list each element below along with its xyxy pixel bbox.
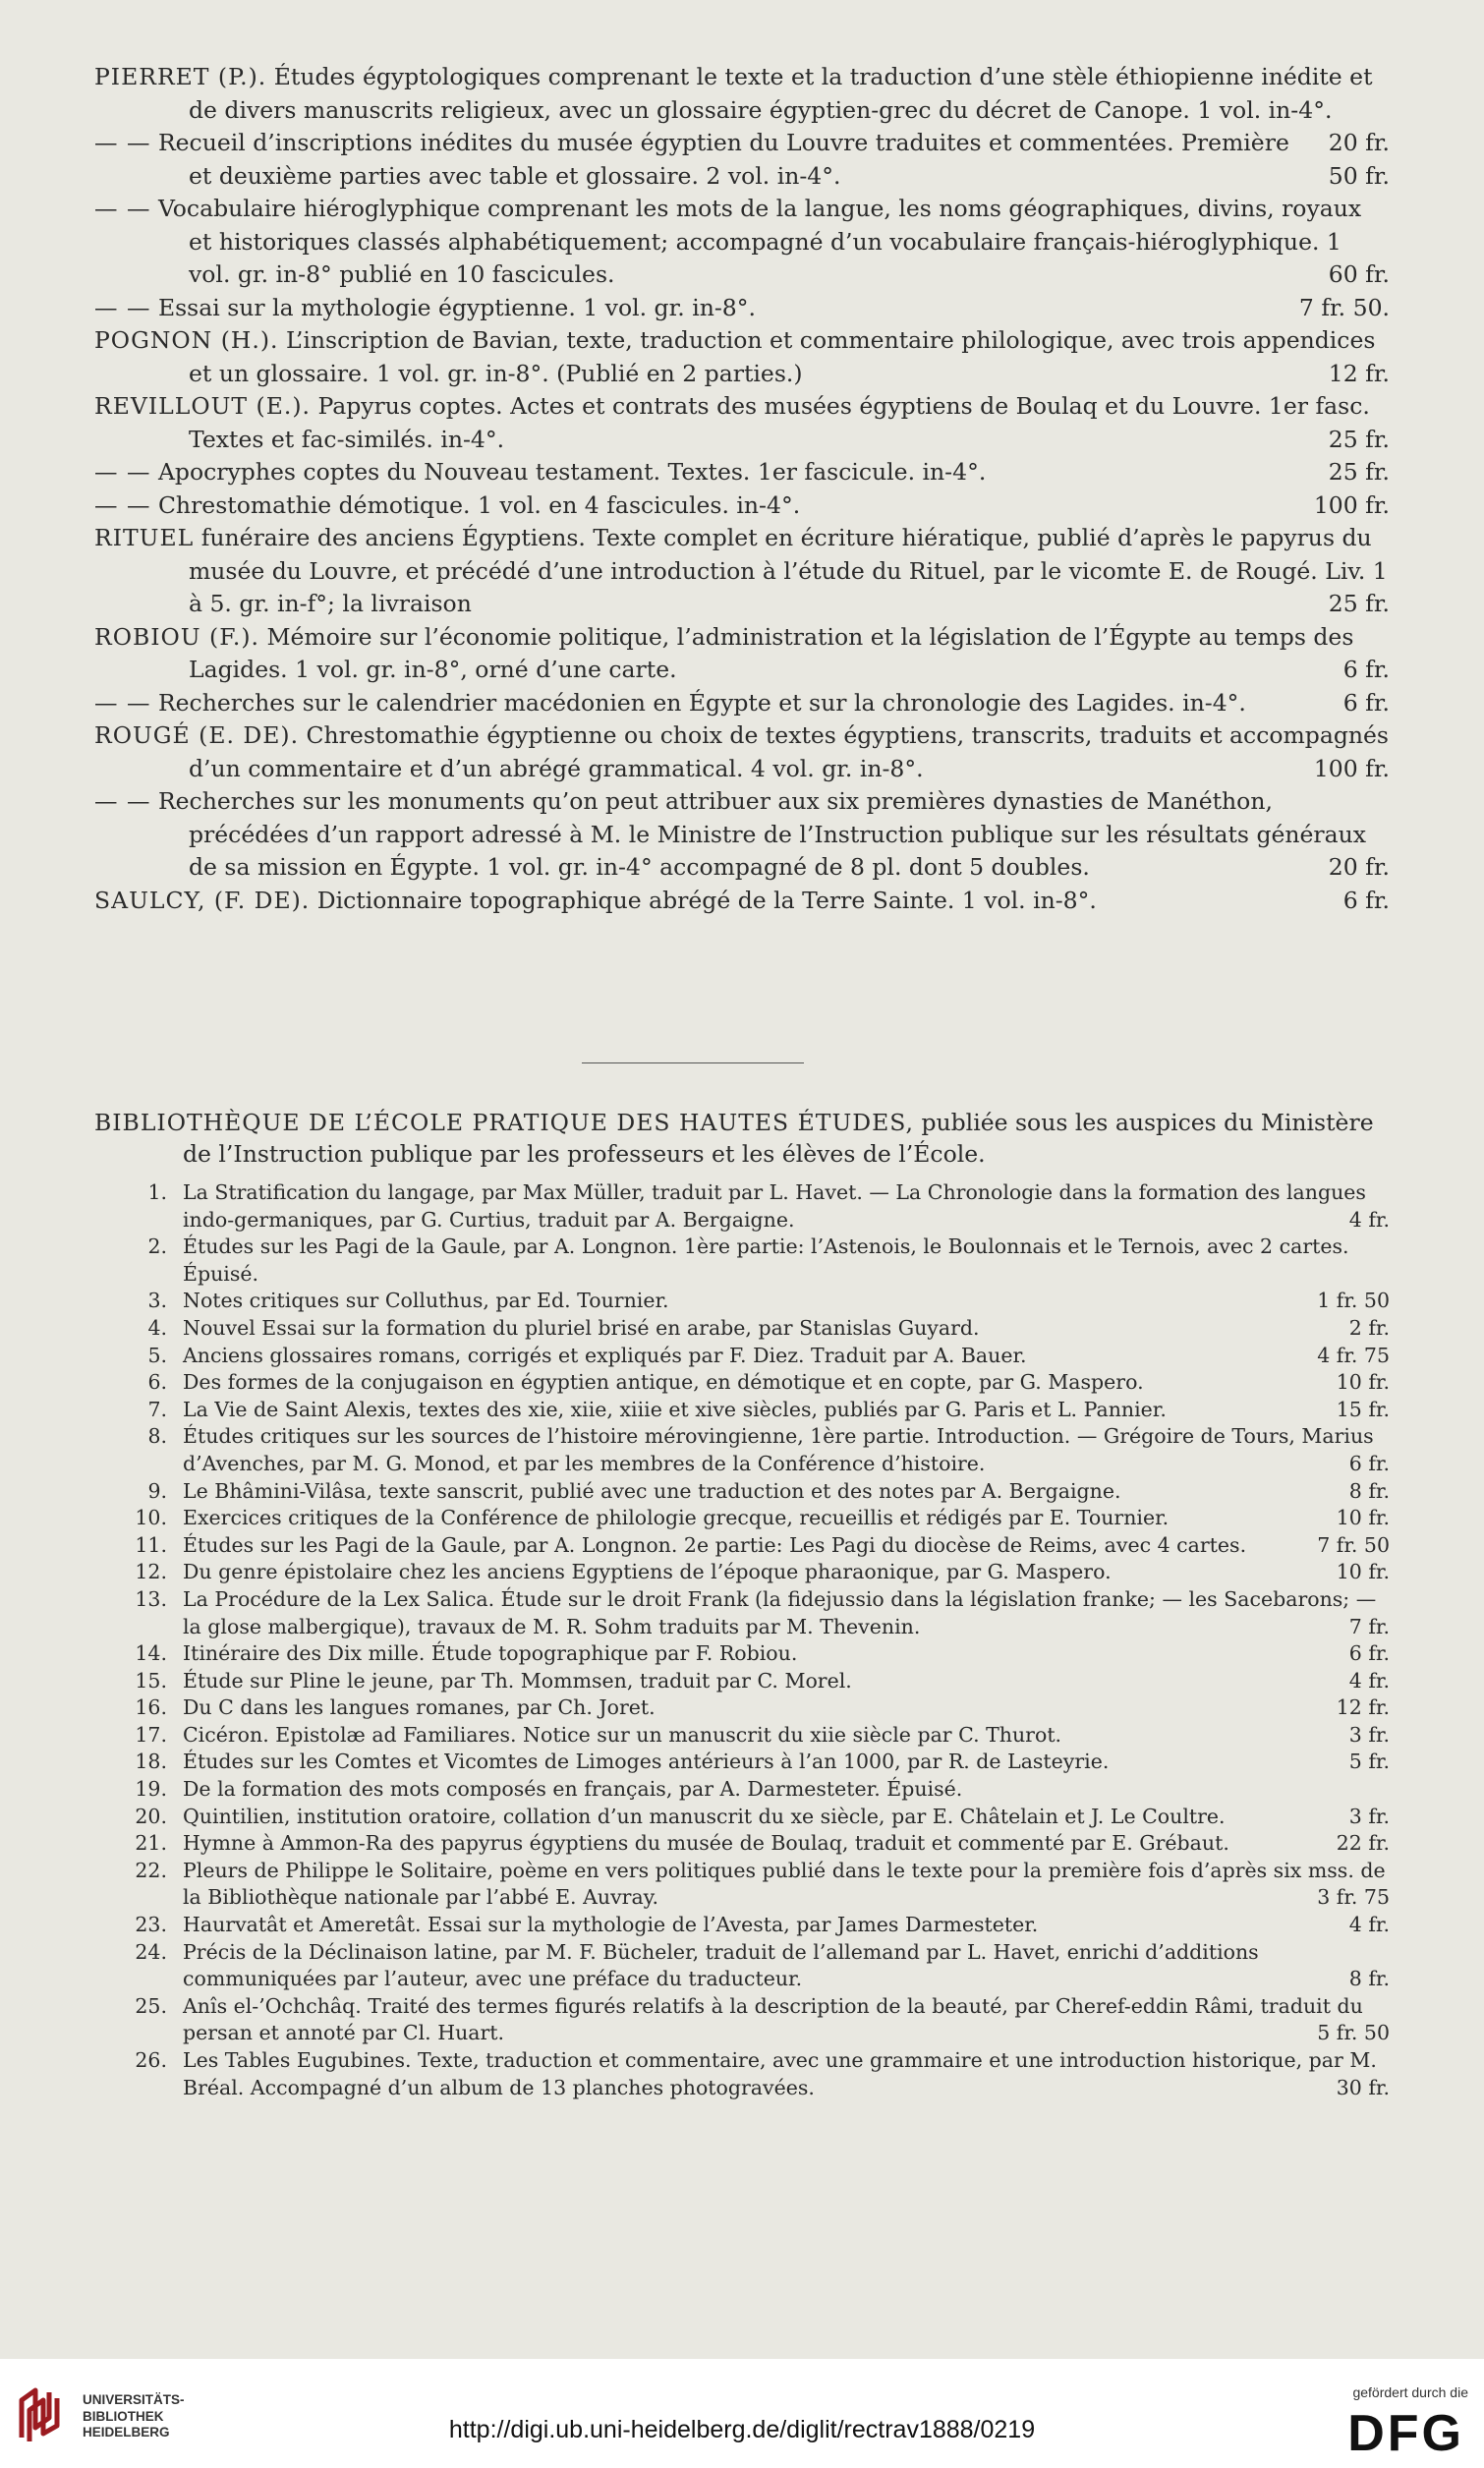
series-item — [94, 1939, 1390, 1993]
item-number: 14. — [135, 1641, 167, 1666]
item-number: 17. — [135, 1722, 167, 1747]
entry-price: 6 fr. — [1342, 886, 1390, 914]
item-number: 11. — [135, 1532, 167, 1557]
item-price: 4 fr. — [1348, 1913, 1390, 1937]
item-number: 12. — [135, 1560, 167, 1584]
catalog-entry — [94, 193, 1390, 292]
series-item — [94, 1586, 1390, 1640]
item-number: 3. — [147, 1289, 167, 1313]
bibliotheque-heading — [94, 1107, 1390, 1170]
series-item — [94, 1288, 1390, 1315]
entry-price: 60 fr. — [1328, 260, 1390, 288]
series-item — [94, 1397, 1390, 1424]
item-number: 20. — [135, 1804, 167, 1828]
item-price: 12 fr. — [1336, 1695, 1390, 1720]
item-text: Hymne à Ammon-Ra des papyrus égyptiens du musée de Boulaq, traduit et commenté par E. Grébaut. — [183, 1831, 1229, 1856]
entry-price: 25 fr. — [1328, 590, 1390, 617]
entry-text: Mémoire sur l’économie politique, l’administration et la législation de l’Égypte au temps des Lagides. 1 vol. gr. in-8°, orné d’une carte. — [189, 622, 1354, 683]
entry-price: 100 fr. — [1313, 754, 1390, 782]
series-item — [94, 1179, 1390, 1234]
item-text: Études sur les Pagi de la Gaule, par A. Longnon. 1ère partie: l’Astenois, le Boulonnais et le Ternois, avec 2 cartes. Épuisé. — [183, 1234, 1349, 1286]
permalink-url[interactable]: http://digi.ub.uni-heidelberg.de/diglit/rectrav1888/0219 — [448, 2416, 1036, 2443]
series-item — [94, 1993, 1390, 2047]
bibliotheque-subtitle: publiée sous les auspices du Ministère de l’Instruction publique par les professeurs et les élèves de l’École. — [183, 1109, 1374, 1168]
item-price: 4 fr. 75 — [1317, 1343, 1390, 1367]
item-price: 7 fr. 50 — [1317, 1532, 1390, 1557]
item-text: Les Tables Eugubines. Texte, traduction et commentaire, avec une grammaire et une introduction historique, par M. Bréal. Accompagné d’un album de 13 planches photogravées. — [183, 2048, 1377, 2099]
item-text: Études critiques sur les sources de l’histoire mérovingienne, 1ère partie. Introduction. — Grégoire de Tours, Marius d’Avenches, par M. G. Monod, et par les membres de la Conférence d’histoire. — [183, 1424, 1374, 1475]
item-number: 25. — [135, 1993, 167, 2018]
item-text: Le Bhâmini-Vilâsa, texte sanscrit, publié avec une traduction et des notes par A. Bergaigne. — [183, 1478, 1121, 1503]
item-price: 6 fr. — [1348, 1641, 1390, 1666]
item-number: 1. — [147, 1180, 167, 1204]
item-number: 19. — [135, 1777, 167, 1802]
entry-author: — — — [94, 688, 151, 717]
item-number: 26. — [135, 2048, 167, 2072]
entry-text: Vocabulaire hiéroglyphique comprenant les mots de la langue, les noms géographiques, divins, royaux et historiques classés alphabétiquement; accompagné d’un vocabulaire français-hiéroglyphique. 1 vol. gr. in-8° publié en 10 fascicules. — [150, 195, 1362, 288]
section-divider — [582, 1062, 804, 1063]
item-number: 24. — [135, 1939, 167, 1964]
funded-by-label: gefördert durch die — [1352, 2384, 1468, 2400]
item-text: Nouvel Essai sur la formation du pluriel brisé en arabe, par Stanislas Guyard. — [183, 1315, 980, 1340]
bibliotheque-title: BIBLIOTHÈQUE DE L’ÉCOLE PRATIQUE DES HAUTES ÉTUDES, — [94, 1109, 914, 1136]
entry-text: Recherches sur les monuments qu’on peut attribuer aux six premières dynasties de Manéthon, précédées d’un rapport adressé à M. le Ministre de l’Instruction publique sur les résultats généraux de sa mission en Égypte. 1 vol. gr. in-4° accompagné de 8 pl. dont 5 doubles. — [150, 787, 1367, 881]
series-item — [94, 1315, 1390, 1343]
series-item — [94, 1722, 1390, 1750]
catalog-entry — [94, 719, 1390, 785]
entry-text: Apocryphes coptes du Nouveau testament. Textes. 1er fascicule. in-4°. — [150, 458, 987, 486]
entry-author: — — — [94, 293, 151, 321]
library-line: BIBLIOTHEK — [83, 2408, 164, 2424]
item-number: 15. — [135, 1668, 167, 1693]
item-price: 3 fr. — [1348, 1722, 1390, 1747]
series-item — [94, 1749, 1390, 1776]
item-price: 10 fr. — [1336, 1370, 1390, 1395]
series-item — [94, 1668, 1390, 1695]
entry-author: — — — [94, 458, 151, 486]
catalog-entry — [94, 489, 1390, 523]
series-item — [94, 2047, 1390, 2101]
footer-bar — [0, 2359, 1484, 2468]
item-text: Des formes de la conjugaison en égyptien antique, en démotique et en copte, par G. Maspero. — [183, 1370, 1144, 1395]
entry-text: Chrestomathie démotique. 1 vol. en 4 fascicules. in-4°. — [150, 490, 801, 519]
item-number: 4. — [147, 1315, 167, 1340]
catalog-entry — [94, 324, 1390, 390]
entry-author: ROUGÉ (E. DE). — [94, 721, 300, 749]
item-price: 10 fr. — [1336, 1506, 1390, 1530]
catalog-entry — [94, 621, 1390, 687]
entry-text: funéraire des anciens Égyptiens. Texte complet en écriture hiératique, publié d’après le papyrus du musée du Louvre, et précédé d’une introduction à l’étude du Rituel, par le vicomte E. de Rougé. Liv. 1 à 5. gr. in-f°; la livraison — [189, 524, 1388, 617]
item-price: 4 fr. — [1348, 1668, 1390, 1693]
catalog-entry — [94, 885, 1390, 918]
item-text: Études sur les Pagi de la Gaule, par A. Longnon. 2e partie: Les Pagi du diocèse de Reims, avec 4 cartes. — [183, 1532, 1247, 1557]
entry-text: Papyrus coptes. Actes et contrats des musées égyptiens de Boulaq et du Louvre. 1er fasc. Textes et fac-similés. in-4°. — [189, 392, 1370, 453]
series-item — [94, 1369, 1390, 1397]
series-item — [94, 1776, 1390, 1804]
item-price: 4 fr. — [1348, 1207, 1390, 1232]
series-item — [94, 1343, 1390, 1370]
dfg-logo: DFG — [1347, 2405, 1464, 2462]
series-item — [94, 1234, 1390, 1288]
item-text: Pleurs de Philippe le Solitaire, poème en vers politiques publié dans le texte pour la première fois d’après six mss. de la Bibliothèque nationale par l’abbé E. Auvray. — [183, 1858, 1386, 1910]
series-item — [94, 1505, 1390, 1532]
entry-author: POGNON (H.). — [94, 326, 279, 354]
item-text: Cicéron. Epistolæ ad Familiares. Notice sur un manuscrit du xiie siècle par C. Thurot. — [183, 1722, 1062, 1747]
item-text: La Procédure de la Lex Salica. Étude sur le droit Frank (la fidejussio dans la législation franke; — les Sacebarons; — la glose malbergique), travaux de M. R. Sohm traduits par M. Thevenin. — [183, 1586, 1377, 1638]
entry-price: 6 fr. — [1342, 688, 1390, 717]
item-price: 3 fr. — [1348, 1804, 1390, 1828]
item-price: 6 fr. — [1348, 1451, 1390, 1475]
catalog-entry — [94, 785, 1390, 885]
item-text: Notes critiques sur Colluthus, par Ed. Tournier. — [183, 1289, 669, 1313]
series-item — [94, 1694, 1390, 1722]
item-text: Quintilien, institution oratoire, collation d’un manuscrit du xe siècle, par E. Châtelain et J. Le Coultre. — [183, 1804, 1226, 1828]
entry-price: 25 fr. — [1328, 458, 1390, 486]
item-price: 1 fr. 50 — [1317, 1289, 1390, 1313]
item-price: 5 fr. 50 — [1317, 2021, 1390, 2045]
item-number: 21. — [135, 1831, 167, 1856]
series-item — [94, 1830, 1390, 1858]
item-price: 30 fr. — [1336, 2075, 1390, 2099]
item-text: Du C dans les langues romanes, par Ch. Joret. — [183, 1695, 656, 1720]
series-item — [94, 1532, 1390, 1560]
item-text: Anîs el-’Ochchâq. Traité des termes figurés relatifs à la description de la beauté, par Cheref-eddin Râmi, traduit du persan et annoté par Cl. Huart. — [183, 1993, 1363, 2045]
series-list — [94, 1179, 1390, 2101]
item-text: Itinéraire des Dix mille. Étude topographique par F. Robiou. — [183, 1641, 798, 1666]
item-price: 8 fr. — [1348, 1478, 1390, 1503]
entry-text: Recueil d’inscriptions inédites du musée égyptien du Louvre traduites et commentées. Première et deuxième parties avec table et glossaire. 2 vol. in-4°. — [150, 129, 1289, 190]
entry-author: RITUEL — [94, 524, 195, 551]
catalog-entry — [94, 522, 1390, 621]
catalog-entry — [94, 390, 1390, 456]
entry-price: 50 fr. — [1328, 161, 1390, 190]
item-price: 2 fr. — [1348, 1315, 1390, 1340]
item-price: 5 fr. — [1348, 1750, 1390, 1774]
item-text: La Stratification du langage, par Max Müller, traduit par L. Havet. — La Chronologie dans la formation des langues indo-germaniques, par G. Curtius, traduit par A. Bergaigne. — [183, 1180, 1366, 1232]
entry-author: — — — [94, 195, 151, 222]
item-text: Précis de la Déclinaison latine, par M. F. Bücheler, traduit de l’allemand par L. Havet, enrichi d’additions communiquées par l’auteur, avec une préface du traducteur. — [183, 1939, 1259, 1991]
catalog-entry — [94, 61, 1390, 156]
item-price: 8 fr. — [1348, 1967, 1390, 1991]
item-text: Anciens glossaires romans, corrigés et expliqués par F. Diez. Traduit par A. Bauer. — [183, 1343, 1027, 1367]
entry-author: SAULCY, (F. DE). — [94, 886, 311, 914]
item-price: 22 fr. — [1336, 1831, 1390, 1856]
series-item — [94, 1640, 1390, 1668]
entry-text: Recherches sur le calendrier macédonien en Égypte et sur la chronologie des Lagides. in-4°. — [150, 688, 1246, 717]
item-price: 10 fr. — [1336, 1560, 1390, 1584]
item-number: 8. — [147, 1424, 167, 1449]
item-text: Études sur les Comtes et Vicomtes de Limoges antérieurs à l’an 1000, par R. de Lasteyrie. — [183, 1750, 1110, 1774]
item-price: 3 fr. 75 — [1317, 1885, 1390, 1910]
item-number: 13. — [135, 1586, 167, 1611]
entry-author: PIERRET (P.). — [94, 63, 267, 90]
item-text: Haurvatât et Ameretât. Essai sur la mythologie de l’Avesta, par James Darmesteter. — [183, 1913, 1039, 1937]
item-number: 22. — [135, 1858, 167, 1882]
item-text: Étude sur Pline le jeune, par Th. Mommsen, traduit par C. Morel. — [183, 1668, 852, 1693]
entry-text: Dictionnaire topographique abrégé de la Terre Sainte. 1 vol. in-8°. — [310, 886, 1097, 914]
entry-price: 20 fr. — [1328, 853, 1390, 881]
item-number: 2. — [147, 1234, 167, 1259]
entry-price: 20 fr. — [1328, 129, 1390, 156]
item-number: 18. — [135, 1750, 167, 1774]
catalog-entry — [94, 687, 1390, 720]
entry-author: — — — [94, 129, 151, 156]
entry-author: — — — [94, 787, 151, 815]
item-number: 5. — [147, 1343, 167, 1367]
entry-text: L’inscription de Bavian, texte, traduction et commentaire philologique, avec trois appendices et un glossaire. 1 vol. gr. in-8°. (Publié en 2 parties.) — [189, 326, 1376, 387]
series-item — [94, 1858, 1390, 1912]
series-item — [94, 1912, 1390, 1939]
catalog-entry — [94, 127, 1390, 193]
item-number: 16. — [135, 1695, 167, 1720]
item-number: 23. — [135, 1913, 167, 1937]
item-number: 7. — [147, 1397, 167, 1421]
entry-price: 12 fr. — [1328, 359, 1390, 387]
item-number: 6. — [147, 1370, 167, 1395]
catalog-list — [94, 61, 1390, 917]
entry-author: REVILLOUT (E.). — [94, 392, 311, 420]
series-item — [94, 1478, 1390, 1506]
entry-price: 6 fr. — [1342, 656, 1390, 683]
item-number: 10. — [135, 1506, 167, 1530]
item-text: De la formation des mots composés en français, par A. Darmesteter. Épuisé. — [183, 1777, 963, 1802]
item-text: Du genre épistolaire chez les anciens Egyptiens de l’époque pharaonique, par G. Maspero. — [183, 1560, 1112, 1584]
entry-text: Essai sur la mythologie égyptienne. 1 vol. gr. in-8°. — [150, 293, 756, 321]
item-number: 9. — [147, 1478, 167, 1503]
series-item — [94, 1804, 1390, 1831]
entry-price: 100 fr. — [1313, 490, 1390, 519]
entry-price: 7 fr. 50. — [1298, 293, 1390, 321]
entry-text: Chrestomathie égyptienne ou choix de textes égyptiens, transcrits, traduits et accompagnés d’un commentaire et d’un abrégé grammatical. 4 vol. gr. in-8°. — [189, 721, 1389, 782]
series-item — [94, 1559, 1390, 1586]
item-text: Exercices critiques de la Conférence de philologie grecque, recueillis et rédigés par E. Tournier. — [183, 1506, 1170, 1530]
item-price: 7 fr. — [1348, 1614, 1390, 1638]
library-line: UNIVERSITÄTS- — [83, 2392, 185, 2407]
item-text: La Vie de Saint Alexis, textes des xie, xiie, xiiie et xive siècles, publiés par G. Paris et L. Pannier. — [183, 1397, 1167, 1421]
entry-text: Études égyptologiques comprenant le texte et la traduction d’une stèle éthiopienne inédite et de divers manuscrits religieux, avec un glossaire égyptien-grec du décret de Canope. 1 vol. in-4°. — [189, 63, 1373, 124]
catalog-entry — [94, 456, 1390, 489]
entry-author: — — — [94, 490, 151, 519]
library-line: HEIDELBERG — [83, 2425, 170, 2439]
entry-price: 25 fr. — [1328, 425, 1390, 453]
entry-author: ROBIOU (F.). — [94, 622, 259, 651]
catalog-entry — [94, 292, 1390, 325]
series-item — [94, 1423, 1390, 1477]
item-price: 15 fr. — [1336, 1397, 1390, 1421]
